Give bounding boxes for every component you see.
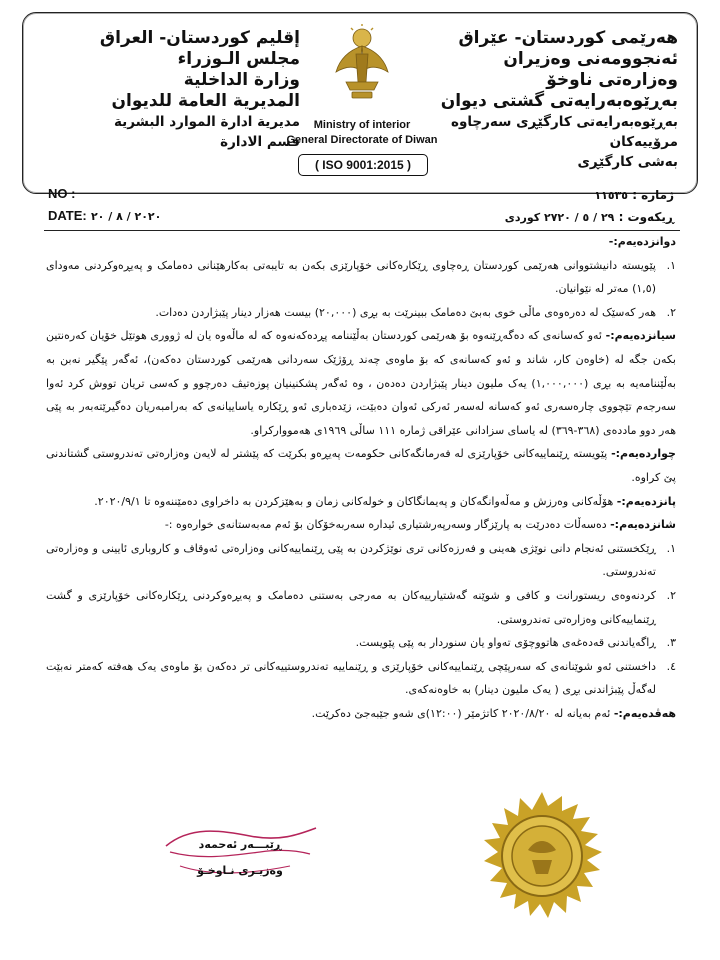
section-16-text: دەسەڵات دەدرێت بە پارێزگار وسەرپەرشتیاری ئیدارە سەربەخۆکان بۆ ئەم مەبەستانەی خوارەوە :- xyxy=(164,518,607,532)
date-line xyxy=(48,208,161,223)
section-16-title: شانزدەیەم:- xyxy=(610,518,676,532)
date-label: DATE: xyxy=(48,208,87,223)
section-17 xyxy=(46,702,676,726)
section-16-item-2 xyxy=(46,584,676,631)
kurdistan-emblem-icon xyxy=(332,24,392,100)
english-directorate: General Directorate of Diwan xyxy=(286,134,438,146)
section-13 xyxy=(46,324,676,442)
kurdish-date-line xyxy=(505,210,674,224)
english-header xyxy=(282,118,442,148)
kurdish-date-label: ڕیکەوت : xyxy=(618,210,674,224)
signatory-name: ڕێبـــەر ئەحمەد xyxy=(198,838,282,851)
kurdish-ministry: وەزارەتی ناوخۆ xyxy=(546,70,678,90)
arabic-region: إقليم كوردستان- العراق xyxy=(99,28,300,48)
section-13-title: سیانزدەیەم:- xyxy=(605,329,677,343)
arabic-department: قسم الادارة xyxy=(220,134,300,150)
kurdish-directorate: بەڕێوەبەرایەتی گشتی دیوان xyxy=(440,91,678,111)
no-label: NO : xyxy=(48,186,76,201)
english-ministry: Ministry of interior xyxy=(313,119,411,131)
date-value: ٢٠٢٠ / ٨ / ٢٠ xyxy=(90,210,162,223)
arabic-directorate: المديرية العامة للديوان xyxy=(111,91,300,111)
gold-seal-icon xyxy=(476,790,608,922)
section-15-text: هۆڵەکانی وەرزش و مەڵەوانگەکان و پەیمانگاکان و خولەکانی زمان و بەهێزکردن بە داخراوی دەمێننەوە تا ٢٠٢٠/٩/١. xyxy=(94,494,614,508)
section-12-item-1 xyxy=(46,254,676,301)
item-text: هەر کەسێک لە دەرەوەی ماڵی خوی بەبێ دەمامک ببینرێت بە بڕی (٢٠,٠٠٠) بیست هەزار دینار پێبژاردن دەدات. xyxy=(155,305,656,319)
item-text: کردنەوەی ریستورانت و کافی و شوێنە گەشتیارییەکان بە مەرجی بەستنی دەمامک و پەیڕەوکردنی ڕێکارەکانی خۆپارێزی و گشت ڕێنماییەکانی وەزارەتی تەندروستی. xyxy=(46,588,656,626)
section-12-item-2 xyxy=(46,301,676,325)
section-17-text: ئەم بەیانە لە ٢٠٢٠/٨/٢٠ کاتژمێر (١٢:٠٠)ی شەو جێبەجێ دەکرێت. xyxy=(311,706,611,720)
kurdish-hr-directorate: بەڕێوەبەرایەتی کارگێڕی سەرچاوە مرۆییەکان xyxy=(450,114,678,150)
number-label: ژمارە : xyxy=(632,188,674,202)
section-17-title: هەڤدەیەم:- xyxy=(613,706,676,720)
number-value: ١١٥٣٥ xyxy=(594,189,628,202)
item-number: ٤. xyxy=(666,659,676,673)
kurdish-date-value: ٢٩ / ٥ / ٢٧٢٠ کوردی xyxy=(504,211,615,224)
arabic-header xyxy=(60,28,300,152)
handwritten-signature-icon xyxy=(160,816,320,896)
section-15 xyxy=(46,490,676,514)
section-14-title: چواردەیەم:- xyxy=(611,447,676,461)
item-number: ٢. xyxy=(666,305,676,319)
item-number: ١. xyxy=(666,258,676,272)
kurdish-council: ئەنجوومەنی وەزیران xyxy=(503,49,678,69)
document-body xyxy=(46,230,676,725)
section-13-text: ئەو کەسانەی کە دەگەڕێنەوە بۆ هەرێمی کوردستان بەڵێننامە پڕدەکەنەوە کە لە ماڵەوە یان لە ژووری هوتێل خۆیان کەرەنتین بکەن جگە لە (خاوەن کار، شاند و ئەو کەسانەی کە بۆ ماوەی چەند ڕۆژێک سەردانی هەرێمی کوردستان دەکەن)، ئەگەر پێگیر نەبن بە بەڵێننامەیە بە بڕی (١,٠٠٠,٠٠٠) یەک ملیون دینار پێبژاردن دەدەن ، وە ئەگەر پشکنینیان پوزەتیڤ دەرچوو و کەسی تریان تووش کرد ئەوا سەرجەم تێچووی چارەسەری ئەو کەسانە لەسەر ئەرکی ئەوان دەبێت، زێدەباری ئەو ڕێکارە یاساییانەی کە بەرامبەریان دەگیرێتەبەر بە پێی هەر دوو ماددەی (٣٦٨-٣٦٩) لە یاسای سزادانی عێراقی ژمارە ١١١ ساڵی ١٩٦٩ی هەمووارکراو. xyxy=(46,329,676,437)
item-number: ٣. xyxy=(666,636,676,650)
item-text: داخستنی ئەو شوێنانەی کە سەرپێچی ڕێنماییەکانی خۆپارێزی و ڕێنماییە تەندروستییەکانی تر دەکەن بۆ ماوەی یەک هەفتە کەمتر نەبێت لەگەڵ پێبژاندنی بڕی ( یەک ملیون دینار) بە خاوەنەکەی. xyxy=(46,659,656,697)
item-text: پێویستە دانیشتووانی هەرێمی کوردستان ڕەچاوی ڕێکارەکانی خۆپارێزی بکەن بە تایبەتی بەکارهێنانی دەمامک و پەیڕەوکردنی مەودای (١,٥) مەتر لە نێوانیان. xyxy=(46,258,656,296)
arabic-ministry: وزارة الداخلية xyxy=(183,70,300,90)
section-14 xyxy=(46,442,676,489)
number-line xyxy=(594,188,674,202)
kurdish-department: بەشی کارگێڕی xyxy=(577,154,678,170)
item-text: ڕاگەیاندنی قەدەغەی هاتووچۆی تەواو یان سنوردار بە پێی پێویست. xyxy=(355,636,656,650)
section-15-title: پانزدەیەم:- xyxy=(616,494,676,508)
item-number: ١. xyxy=(666,541,676,555)
iso-badge: ( ISO 9001:2015 ) xyxy=(298,154,428,176)
section-12-title: دوانزدەیەم:- xyxy=(608,235,676,248)
item-text: ڕێکخستنی ئەنجام دانی نوێژی هەینی و فەرزەکانی تری نوێژکردن بە پێی ڕێنماییەکانی وەزارەتی ئەوقاف و کاروباری ئایینی و وەزارەتی تەندروستی. xyxy=(46,541,656,579)
section-16 xyxy=(46,513,676,537)
signatory-title: وەزیـری نـاوخـۆ xyxy=(197,864,283,877)
section-16-item-3 xyxy=(46,631,676,655)
arabic-council: مجلس الـوزراء xyxy=(177,49,300,69)
section-16-item-1 xyxy=(46,537,676,584)
item-number: ٢. xyxy=(666,588,676,602)
kurdish-region: هەرێمی کوردستان- عێراق xyxy=(458,28,678,48)
section-14-text: پێویستە ڕێنماییەکانی خۆپارێزی لە فەرمانگەکانی حکومەت پەیڕەو بکرێت کە پێشتر لە لایەن وەزارەتی تەندروستی گشتاندنی پێ کراوە. xyxy=(46,447,676,484)
section-16-item-4 xyxy=(46,655,676,702)
arabic-hr-directorate: مديرية ادارة الموارد البشرية xyxy=(113,114,300,130)
kurdish-header xyxy=(438,28,678,172)
